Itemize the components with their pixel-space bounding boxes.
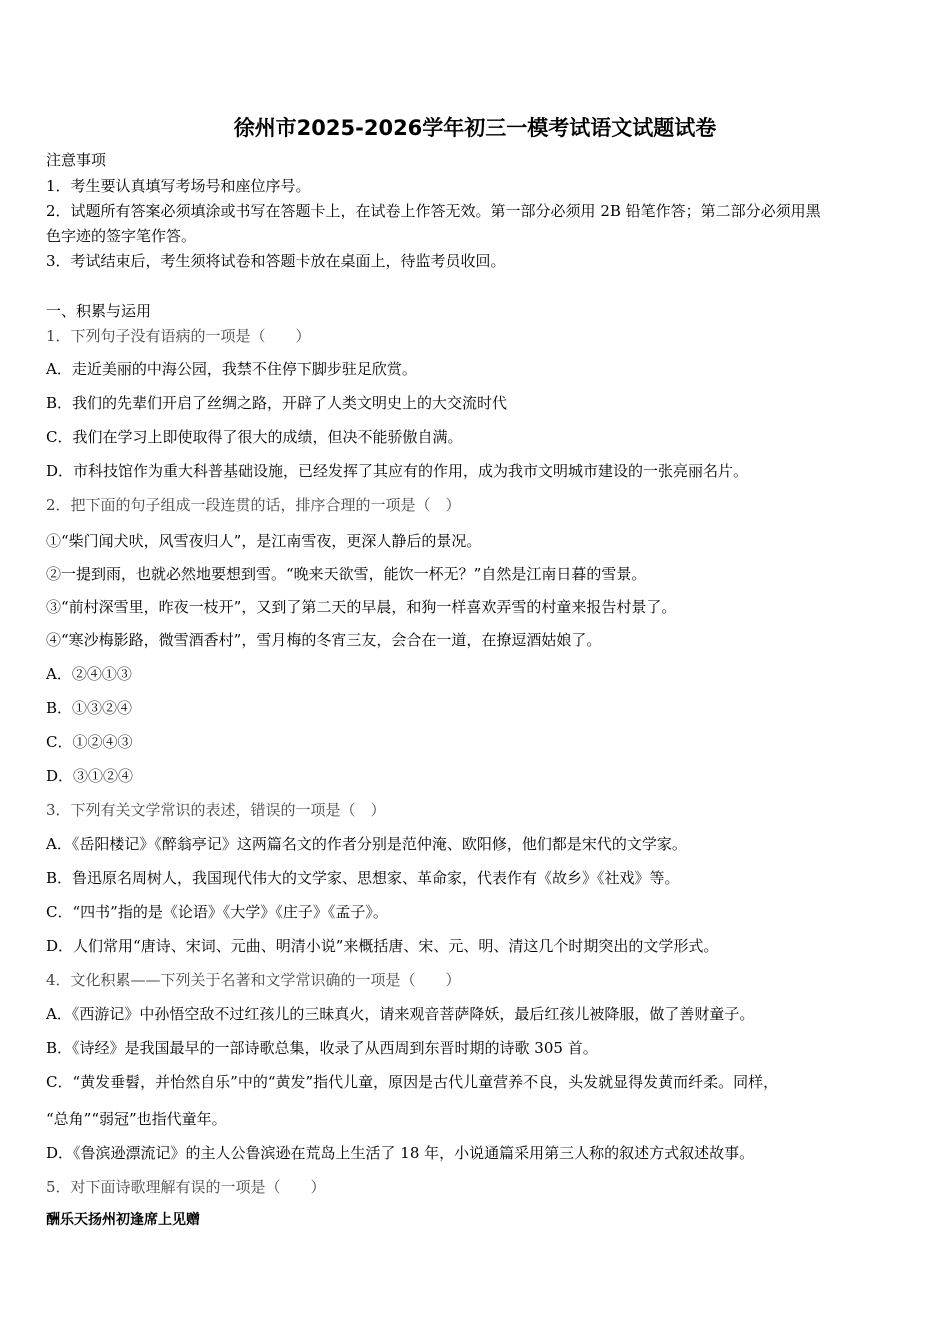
option: D．《鲁滨逊漂流记》的主人公鲁滨逊在荒岛上生活了 18 年，小说通篇采用第三人称的叙述方式叙述故事。 bbox=[46, 1144, 755, 1162]
question-4: 4．文化积累——下列关于名著和文学常识确的一项是（ ） bbox=[46, 971, 461, 989]
question-3: 3．下列有关文学常识的表述，错误的一项是（ ） bbox=[46, 801, 386, 819]
sentence: ②一提到雨，也就必然地要想到雪。“晚来天欲雪，能饮一杯无？”自然是江南日暮的雪景。 bbox=[46, 565, 647, 583]
option: A．《西游记》中孙悟空敌不过红孩儿的三昧真火，请来观音菩萨降妖，最后红孩儿被降服，做了善财童子。 bbox=[46, 1005, 755, 1023]
notice-item: 3．考试结束后，考生须将试卷和答题卡放在桌面上，待监考员收回。 bbox=[46, 252, 506, 270]
sentence: ③“前村深雪里，昨夜一枝开”，又到了第二天的早晨，和狗一样喜欢弄雪的村童来报告村景了。 bbox=[46, 598, 677, 616]
notice-item: 2．试题所有答案必须填涂或书写在答题卡上，在试卷上作答无效。第一部分必须用 2B 铅笔作答；第二部分必须用黑 bbox=[46, 202, 821, 220]
option: A．走近美丽的中海公园，我禁不住停下脚步驻足欣赏。 bbox=[46, 360, 417, 378]
option: D．人们常用“唐诗、宋词、元曲、明清小说”来概括唐、宋、元、明、清这几个时期突出的文学形式。 bbox=[46, 937, 719, 955]
option: D．市科技馆作为重大科普基础设施，已经发挥了其应有的作用，成为我市文明城市建设的一张亮丽名片。 bbox=[46, 462, 749, 480]
notice-item: 色字迹的签字笔作答。 bbox=[46, 227, 197, 245]
notice-item: 1．考生要认真填写考场号和座位序号。 bbox=[46, 177, 311, 195]
notice-heading: 注意事项 bbox=[46, 151, 107, 169]
option-continuation: “总角”“弱冠”也指代童年。 bbox=[46, 1110, 227, 1128]
sentence: ①“柴门闻犬吠，风雪夜归人”，是江南雪夜，更深人静后的景况。 bbox=[46, 532, 482, 550]
option: B．鲁迅原名周树人，我国现代伟大的文学家、思想家、革命家，代表作有《故乡》《社戏》等。 bbox=[46, 869, 680, 887]
option: A．《岳阳楼记》《醉翁亭记》这两篇名文的作者分别是范仲淹、欧阳修，他们都是宋代的文学家。 bbox=[46, 835, 687, 853]
option: B．《诗经》是我国最早的一部诗歌总集，收录了从西周到东晋时期的诗歌 305 首。 bbox=[46, 1039, 598, 1057]
question-1: 1．下列句子没有语病的一项是（ ） bbox=[46, 327, 311, 345]
option: B．①③②④ bbox=[46, 699, 133, 717]
question-5: 5．对下面诗歌理解有误的一项是（ ） bbox=[46, 1178, 326, 1196]
question-2: 2．把下面的句子组成一段连贯的话，排序合理的一项是（ ） bbox=[46, 496, 461, 514]
option: C．“四书”指的是《论语》《大学》《庄子》《孟子》。 bbox=[46, 903, 388, 921]
option: A．②④①③ bbox=[46, 665, 132, 683]
document-title: 徐州市2025-2026学年初三一模考试语文试题试卷 bbox=[233, 116, 717, 140]
sentence: ④“寒沙梅影路，微雪酒香村”，雪月梅的冬宵三友，会合在一道，在撩逗酒姑娘了。 bbox=[46, 631, 602, 649]
option: D．③①②④ bbox=[46, 767, 134, 785]
option: C．我们在学习上即使取得了很大的成绩，但决不能骄傲自满。 bbox=[46, 428, 463, 446]
section-heading: 一、积累与运用 bbox=[46, 302, 152, 320]
option: B．我们的先辈们开启了丝绸之路，开辟了人类文明史上的大交流时代 bbox=[46, 394, 508, 412]
poem-title: 酬乐天扬州初逢席上见赠 bbox=[46, 1212, 200, 1228]
option: C．“黄发垂髫，并怡然自乐”中的“黄发”指代儿童，原因是古代儿童营养不良，头发就显得发黄而纤柔。同样， bbox=[46, 1073, 779, 1091]
option: C．①②④③ bbox=[46, 733, 133, 751]
